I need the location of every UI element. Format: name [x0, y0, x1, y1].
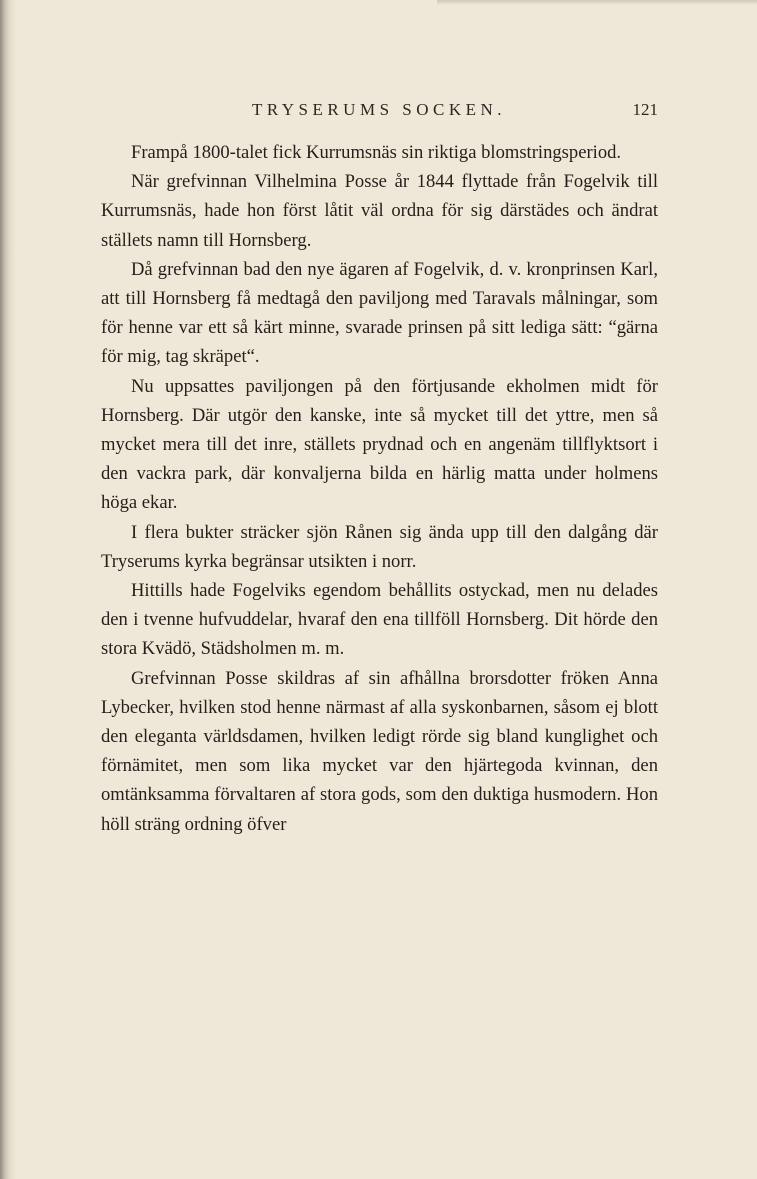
- body-text: [101, 138, 658, 839]
- paragraph: Då grefvinnan bad den nye ägaren af Fogelvik, d. v. kronprinsen Karl, att till Hornsberg få medtagå den paviljong med Taravals målningar, som för henne var ett så kärt minne, svarade prinsen på sitt lediga sätt: “gärna för mig, tag skräpet“.: [101, 258, 658, 368]
- running-head-title: TRYSERUMS SOCKEN.: [251, 100, 507, 119]
- book-spine-shadow: [0, 0, 16, 1179]
- running-head: [100, 100, 658, 124]
- paragraph: I flera bukter sträcker sjön Rånen sig ända upp till den dalgång där Tryserums kyrka begränsar utsikten i norr.: [101, 521, 658, 572]
- paragraph: Nu uppsattes paviljongen på den förtjusande ekholmen midt för Hornsberg. Där utgör den kanske, inte så mycket till det yttre, men så mycket mera till det inre, ställets prydnad och en angenäm tillflyktsort i den vackra park, där konvaljerna bilda en härlig matta under holmens höga ekar.: [101, 375, 658, 514]
- paragraph: När grefvinnan Vilhelmina Posse år 1844 flyttade från Fogelvik till Kurrumsnäs, hade hon först låtit väl ordna för sig därstädes och ändrat ställets namn till Hornsberg.: [101, 171, 658, 251]
- page-number: 121: [632, 100, 658, 119]
- paragraph: Grefvinnan Posse skildras af sin afhållna brorsdotter fröken Anna Lybecker, hvilken stod henne närmast af alla syskonbarnen, såsom ej blott den eleganta världsdamen, hvilken ledigt rörde sig bland kunglighet och förnämitet, men som lika mycket var den hjärtegoda kvinnan, den omtänksamma förvaltaren af stora gods, som den duktiga husmodern. Hon höll sträng ordning öfver: [101, 667, 658, 835]
- paragraph: Hittills hade Fogelviks egendom behållits ostyckad, men nu delades den i tvenne hufvuddelar, hvaraf den ena tillföll Hornsberg. Dit hörde den stora Kvädö, Städsholmen m. m.: [101, 580, 658, 660]
- page-edge: [437, 0, 757, 5]
- paragraph: Frampå 1800-talet fick Kurrumsnäs sin riktiga blomstringsperiod.: [131, 142, 622, 163]
